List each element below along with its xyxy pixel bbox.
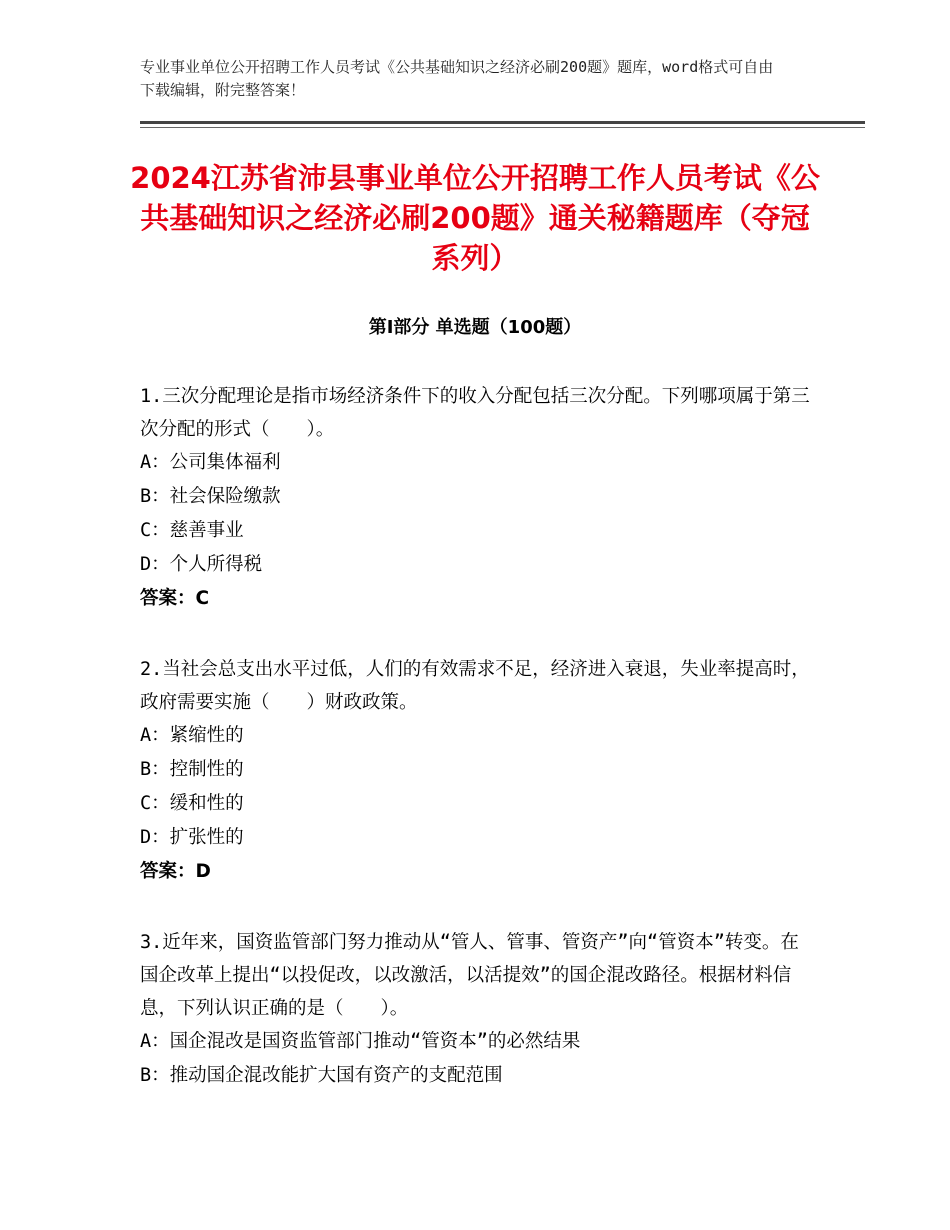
option-c: C：缓和性的 bbox=[140, 793, 244, 814]
option-a: A：公司集体福利 bbox=[140, 452, 281, 473]
question-2 bbox=[140, 653, 810, 889]
option-a: A：国企混改是国资监管部门推动“管资本”的必然结果 bbox=[140, 1031, 581, 1052]
option-d: D：扩张性的 bbox=[140, 827, 244, 848]
header-note: 专业事业单位公开招聘工作人员考试《公共基础知识之经济必刷200题》题库，word格式可自由下载编辑，附完整答案！ bbox=[140, 58, 774, 99]
header-rule-thin bbox=[140, 127, 865, 128]
question-1 bbox=[140, 380, 810, 616]
option-b: B：控制性的 bbox=[140, 759, 244, 780]
question-stem: 2.当社会总支出水平过低，人们的有效需求不足，经济进入衰退，失业率提高时，政府需要实施（ ）财政政策。 bbox=[140, 659, 810, 713]
option-d: D：个人所得税 bbox=[140, 554, 263, 575]
question-stem: 1.三次分配理论是指市场经济条件下的收入分配包括三次分配。下列哪项属于第三次分配的形式（ ）。 bbox=[140, 386, 810, 440]
question-stem: 3.近年来，国资监管部门努力推动从“管人、管事、管资产”向“管资本”转变。在国企改革上提出“以投促改，以改激活，以活提效”的国企混改路径。根据材料信息，下列认识正确的是（ ）。 bbox=[140, 932, 799, 1019]
document-title: 2024江苏省沛县事业单位公开招聘工作人员考试《公共基础知识之经济必刷200题》通关秘籍题库（夺冠系列） bbox=[130, 161, 820, 275]
answer: 答案：C bbox=[140, 588, 210, 609]
answer: 答案：D bbox=[140, 861, 211, 882]
option-b: B：推动国企混改能扩大国有资产的支配范围 bbox=[140, 1065, 503, 1086]
header-rule-thick bbox=[140, 121, 865, 124]
option-b: B：社会保险缴款 bbox=[140, 486, 281, 507]
option-c: C：慈善事业 bbox=[140, 520, 244, 541]
question-3 bbox=[140, 926, 810, 1093]
option-a: A：紧缩性的 bbox=[140, 725, 244, 746]
section-heading: 第Ⅰ部分 单选题（100题） bbox=[368, 317, 582, 338]
